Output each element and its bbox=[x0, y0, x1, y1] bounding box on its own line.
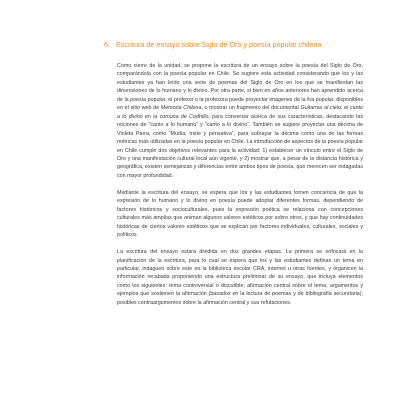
section-heading bbox=[104, 40, 394, 50]
paragraph-1-part-b: , o mostrar un fragmento del documental bbox=[201, 105, 301, 112]
paragraph-1-emphasis-2: Guitarras al cielo: el canto a lo divino en la comuna de Codhillo bbox=[117, 105, 363, 120]
body-text bbox=[117, 62, 363, 316]
section-number: 6. bbox=[104, 40, 110, 49]
section-title: Escritura de ensayo sobre Siglo de Oro y poesía popular chilena bbox=[116, 40, 322, 49]
paragraph-1-part-c: , para conversar acerca de sus características, destacando las nociones de “canto a lo humano” y “canto a lo divino”. También se sugiere proyectar una décima de Violeta Parra, como “Mudia, triste y pensativa”, para subrayar la décima como una de las formas métricas más utilizadas en la poesía popular en Chile. La introducción de aspectos de la poesía popular en Chile cumple dos objetivos relevantes para la actividad: 1) establecer un vínculo entre el Siglo de Oro y una manifestación cultural local aún vigente, y 2) mostrar que, a pesar de la distancia histórica y geográfica, existen semejanzas y diferencias entre ambos tipos de poesía, que merecen ser indagadas con mayor profundidad. bbox=[117, 113, 363, 179]
paragraph-3: La escritura del ensayo estará dividida en dos grandes etapas. La primera se enfocará en la planificación de la escritura, para lo cual se espera que los y las estudiantes definan un tema en particular, indaguen sobre este en la biblioteca escolar CRA, internet u otras fuentes, y organicen la información recabada proponiendo una estructura preliminar de su ensayo, que incluya elementos como los siguientes: tema controversial o discutible; afirmación central sobre el tema; argumentos y ejemplos que sostienen la afirmación (basados en la lectura de poemas y de bibliografía secundaria); posibles contraargumentos sobre la afirmación central y sus refutaciones. bbox=[117, 249, 363, 306]
paragraph-1 bbox=[117, 62, 363, 180]
paragraph-1-emphasis-1: Memoria Chilena bbox=[160, 105, 202, 112]
paragraph-1-part-a: Como cierre de la unidad, se propone la escritura de un ensayo sobre la poesía del Siglo de Oro, comparándola con la poesía popular en Chile. Se sugiere esta actividad considerando que los y las estudiantes ya han leído una serie de poemas del Siglo de Oro en los que se manifiestan las dimensiones de lo humano y lo divino. Por otra parte, si bien en años anteriores han aprendido acerca de la poesía popular, el profesor o la profesora puede proyectar imágenes de la lira popular, disponibles en el sitio web de bbox=[117, 63, 363, 112]
paragraph-2: Mediante la escritura del ensayo, se espera que los y las estudiantes tomen conciencia de que la expresión de lo humano y lo divino en poesía puede adoptar diferentes formas, dependiendo de factores históricos y socioculturales, pues la expresión poética se relaciona con concepciones culturales más amplias que animan algunos valores estéticos por sobre otros, y que hay continuidades históricas de ciertos valores estéticos que se explican por factores individuales, culturales, sociales y políticos. bbox=[117, 189, 363, 239]
